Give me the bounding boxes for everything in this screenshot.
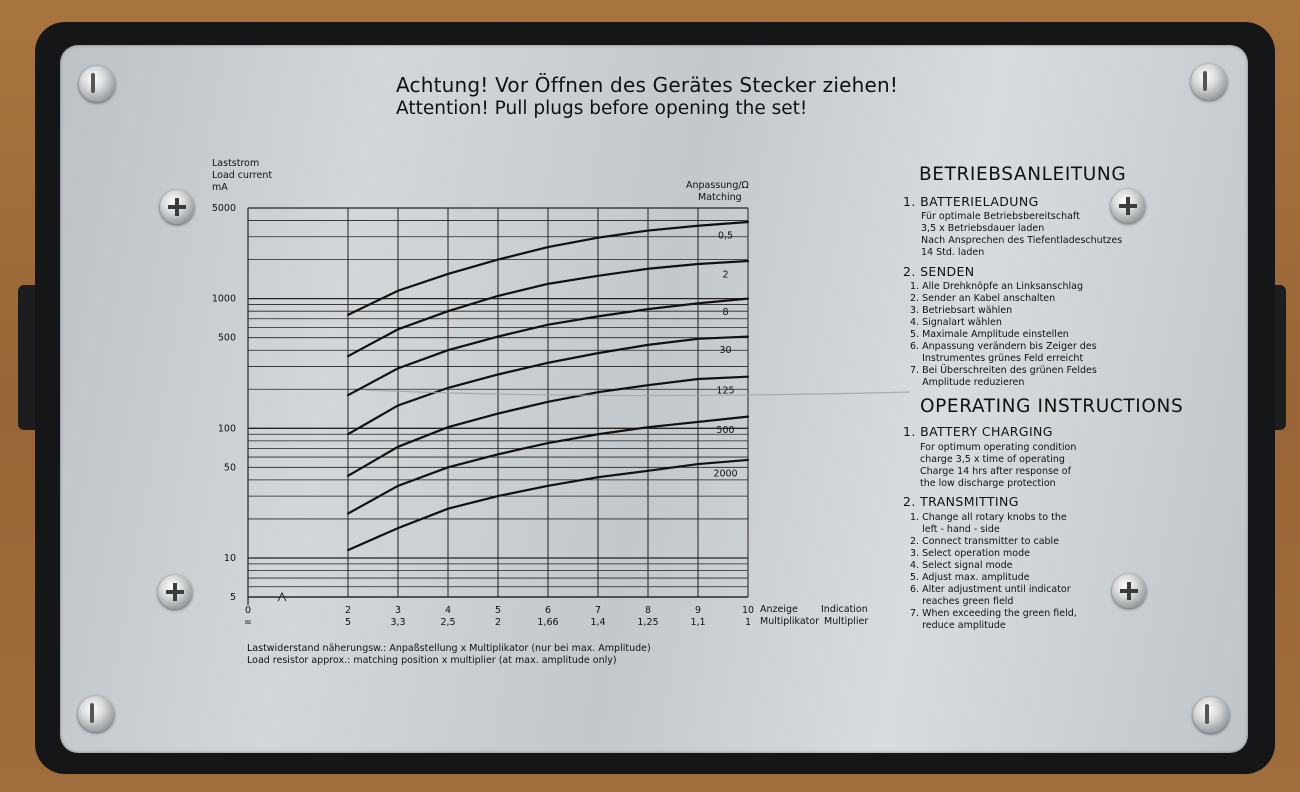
instruction-line: Für optimale Betriebsbereitschaft <box>921 211 1080 222</box>
x-axis-label-en: Indication <box>821 604 868 615</box>
instruction-line: 6. Alter adjustment until indicator <box>910 584 1071 595</box>
instruction-line: 2. Connect transmitter to cable <box>910 536 1060 547</box>
instruction-line: Amplitude reduzieren <box>910 377 1025 388</box>
x-tick-label: 8 <box>644 605 652 616</box>
instructions-en-title: OPERATING INSTRUCTIONS <box>920 396 1184 417</box>
instruction-line: For optimum operating condition <box>920 442 1077 453</box>
instruction-line: reaches green field <box>910 596 1014 607</box>
y-tick-label: 100 <box>217 423 236 435</box>
instruction-line: reduce amplitude <box>910 620 1006 631</box>
x-tick-sublabel: 5 <box>344 617 352 628</box>
x-axis-label-en2: Multiplier <box>824 616 869 627</box>
y-axis-label-en: Load current <box>212 170 273 181</box>
instruction-line: 1. Change all rotary knobs to the <box>910 512 1067 523</box>
instructions-de-s1-title: 1. BATTERIELADUNG <box>903 194 1039 209</box>
y-tick-label: 5 <box>229 592 236 603</box>
x-tick-label: 0 <box>244 605 252 616</box>
instruction-line: 7. When exceeding the green field, <box>910 608 1077 619</box>
y-axis-label-de: Laststrom <box>212 158 260 169</box>
warning-de: Achtung! Vor Öffnen des Gerätes Stecker ziehen! <box>396 73 899 97</box>
y-tick-label: 500 <box>217 332 236 344</box>
instructions-de-title: BETRIEBSANLEITUNG <box>919 164 1127 185</box>
x-tick-label: 9 <box>694 605 702 616</box>
instruction-line: 1. Alle Drehknöpfe an Linksanschlag <box>910 281 1083 292</box>
y-tick-label: 10 <box>223 552 236 564</box>
x-tick-sublabel: 1 <box>744 617 752 628</box>
footnote-en: Load resistor approx.: matching position x multiplier (at max. amplitude only) <box>247 655 617 666</box>
x-tick-label: 10 <box>741 605 755 616</box>
y-tick-label: 5000 <box>211 203 236 214</box>
instruction-line: 3. Select operation mode <box>910 548 1030 559</box>
x-tick-label: 2 <box>344 605 352 616</box>
scratch-mark <box>365 390 910 396</box>
series-label: 125 <box>716 385 735 397</box>
x-tick-sublabel: 1,25 <box>637 617 659 628</box>
instruction-line: 6. Anpassung verändern bis Zeiger des <box>910 341 1097 352</box>
instruction-line: 3,5 x Betriebsdauer laden <box>921 223 1045 234</box>
x-axis-label-de: Anzeige <box>760 604 798 615</box>
instruction-line: 3. Betriebsart wählen <box>910 305 1013 316</box>
instruction-line: left - hand - side <box>910 524 1000 535</box>
footnote-de: Lastwiderstand näherungsw.: Anpaßstellung x Multiplikator (nur bei max. Amplitude) <box>247 643 651 654</box>
instructions-de-s2-title: 2. SENDEN <box>903 264 975 279</box>
y-tick-label: 1000 <box>211 293 236 305</box>
series-label: 500 <box>716 425 735 437</box>
legend-title: Anpassung/Ω <box>686 180 749 191</box>
x-tick-sublabel: 1,66 <box>537 617 559 628</box>
x-tick-sublabel: ∞ <box>244 617 252 628</box>
instruction-line: 2. Sender an Kabel anschalten <box>910 293 1056 304</box>
instruction-line: Nach Ansprechen des Tiefentladeschutzes <box>921 235 1123 246</box>
x-tick-label: 5 <box>494 605 502 616</box>
series-label: 30 <box>719 345 732 357</box>
instruction-line: 7. Bei Überschreiten des grünen Feldes <box>910 365 1097 376</box>
series-label: 2000 <box>713 468 738 480</box>
instructions-en-s2-title: 2. TRANSMITTING <box>903 494 1019 509</box>
y-axis-unit: mA <box>212 182 228 193</box>
instruction-line: 14 Std. laden <box>921 247 985 258</box>
y-tick-label: 50 <box>223 462 236 474</box>
instruction-line: 5. Adjust max. amplitude <box>910 572 1030 583</box>
instruction-line: Charge 14 hrs after response of <box>920 466 1071 477</box>
instruction-line: 4. Signalart wählen <box>910 317 1002 328</box>
series-label: 0,5 <box>717 230 734 242</box>
x-tick-label: 3 <box>394 605 402 616</box>
x-tick-sublabel: 2,5 <box>440 617 456 628</box>
x-tick-label: 6 <box>544 605 552 616</box>
series-label: 2 <box>722 269 729 281</box>
x-tick-sublabel: 2 <box>494 617 502 628</box>
x-axis-label-de2: Multiplikator <box>760 616 820 627</box>
x-tick-label: 4 <box>444 605 452 616</box>
instruction-line: the low discharge protection <box>920 478 1056 489</box>
instruction-line: Instrumentes grünes Feld erreicht <box>910 353 1084 364</box>
x-tick-sublabel: 1,1 <box>690 617 706 628</box>
x-tick-sublabel: 3,3 <box>390 617 406 628</box>
warning-en: Attention! Pull plugs before opening the set! <box>396 98 808 119</box>
series-label: 8 <box>722 307 729 319</box>
instructions-en-s1-title: 1. BATTERY CHARGING <box>903 424 1053 439</box>
x-tick-sublabel: 1,4 <box>590 617 606 628</box>
x-tick-label: 7 <box>594 605 602 616</box>
instruction-line: charge 3,5 x time of operating <box>920 454 1065 465</box>
legend-subtitle: Matching <box>698 192 742 203</box>
instruction-line: 5. Maximale Amplitude einstellen <box>910 329 1069 340</box>
instruction-line: 4. Select signal mode <box>910 560 1013 571</box>
